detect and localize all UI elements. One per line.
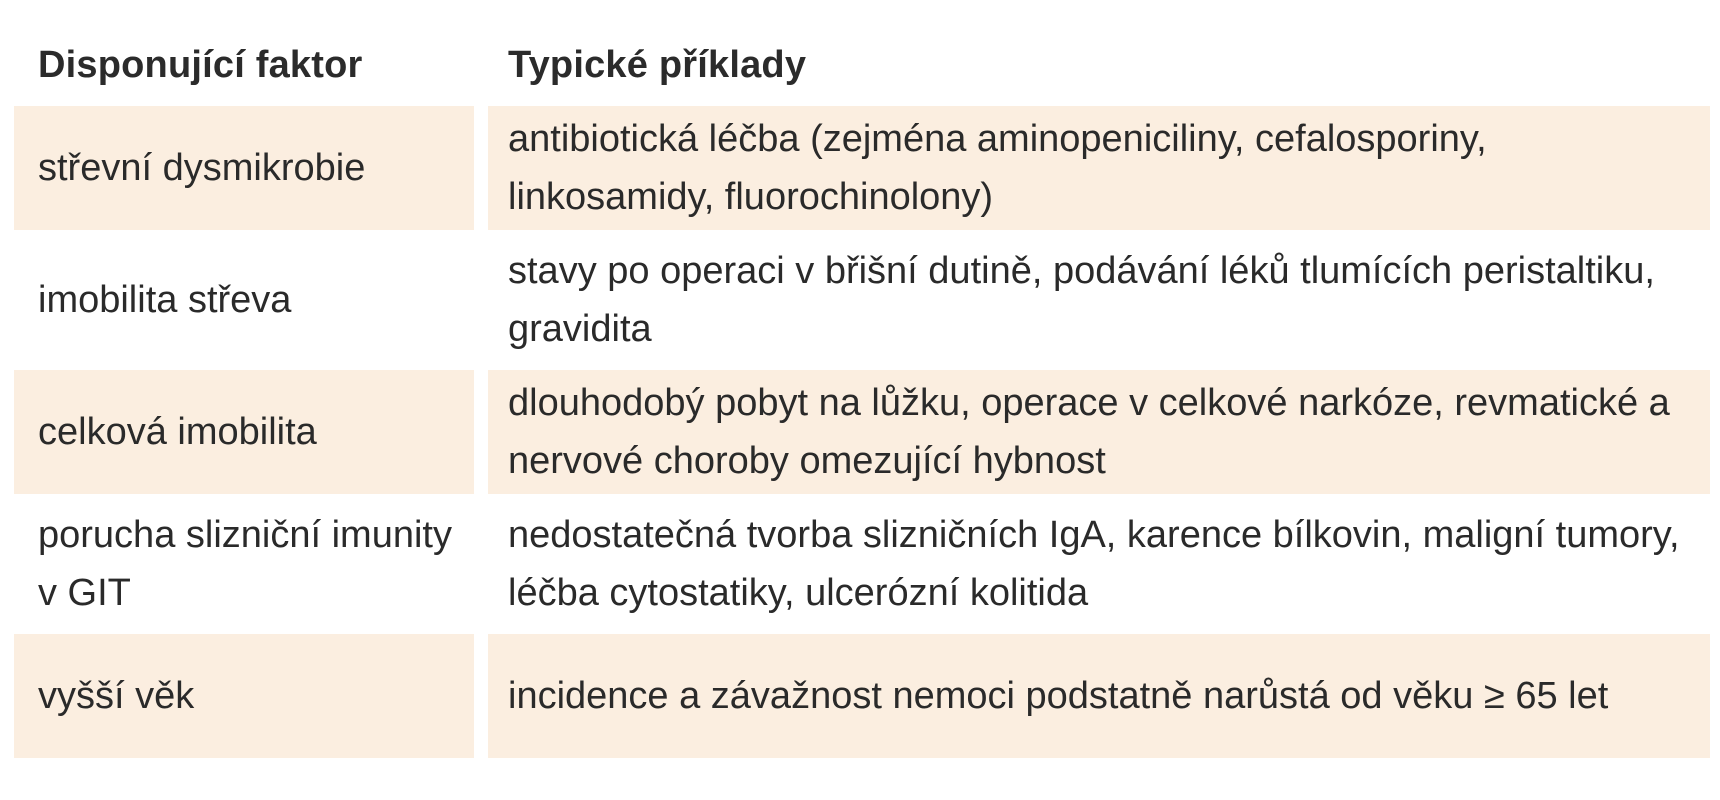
examples-cell: stavy po operaci v břišní dutině, podávání léků tlumících peristaltiku, gravidita <box>508 250 1655 350</box>
table-row <box>14 502 1710 626</box>
examples-cell: incidence a závažnost nemoci podstatně narůstá od věku ≥ 65 let <box>488 634 1710 758</box>
factor-cell: porucha slizniční imunity v GIT <box>38 514 452 614</box>
factor-cell: celková imobilita <box>14 370 474 494</box>
risk-factors-table <box>14 30 1710 758</box>
factor-cell: imobilita střeva <box>38 279 292 321</box>
header-factor: Disponující faktor <box>38 43 363 86</box>
factor-cell: vyšší věk <box>14 634 474 758</box>
examples-cell: antibiotická léčba (zejména aminopeniciliny, cefalosporiny, linkosamidy, fluorochinolony) <box>488 106 1710 230</box>
table-row <box>14 370 1710 494</box>
factor-cell: střevní dysmikrobie <box>14 106 474 230</box>
table-header <box>14 30 1710 100</box>
table-row <box>14 106 1710 230</box>
header-examples: Typické příklady <box>508 43 807 86</box>
examples-cell: dlouhodobý pobyt na lůžku, operace v celkové narkóze, revmatické a nervové choroby omezující hybnost <box>488 370 1710 494</box>
examples-cell: nedostatečná tvorba slizničních IgA, karence bílkovin, maligní tumory, léčba cytostatiky, ulcerózní kolitida <box>508 514 1680 614</box>
table-row <box>14 634 1710 758</box>
table-row <box>14 238 1710 362</box>
